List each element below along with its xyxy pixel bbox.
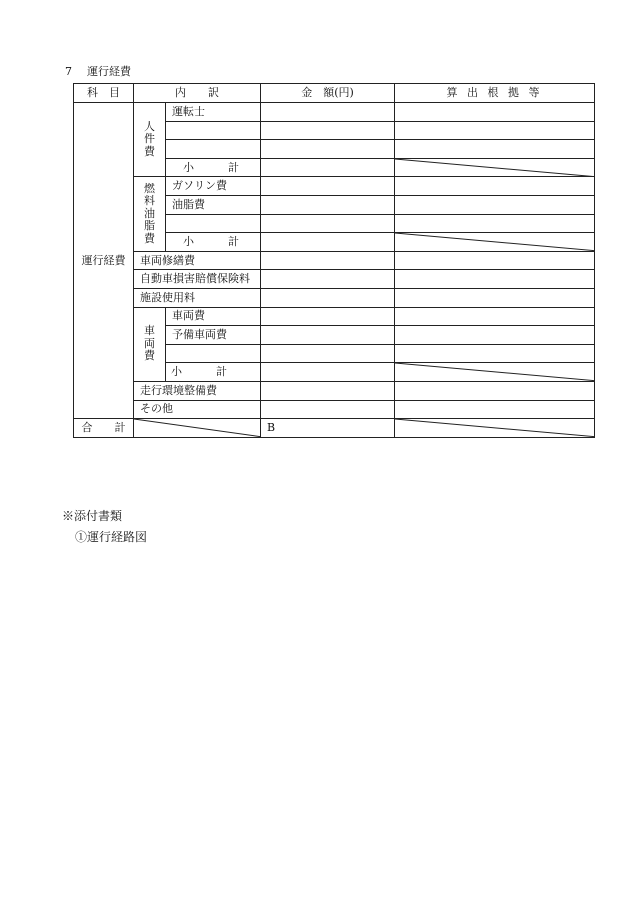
category-vehicle-label: 車両費 [144,324,155,363]
total-label: 合 計 [74,419,134,438]
amount-cell [261,288,395,307]
header-breakdown: 内 訳 [134,84,261,103]
section-title: 運行経費 [87,65,131,78]
category-fuel [134,177,166,251]
table-row [74,288,595,307]
operating-cost-table [73,83,595,438]
basis-cell [395,270,595,289]
amount-cell [261,270,395,289]
amount-cell [261,307,395,326]
subtotal-label: 小 計 [166,363,261,382]
item-vehicle-repair: 車両修繕費 [134,251,261,270]
basis-cell [395,103,595,122]
amount-cell [261,214,395,233]
category-personnel [134,103,166,177]
header-subject: 科 目 [74,84,134,103]
total-amount: B [261,419,395,438]
diagonal-strike [395,159,594,177]
table-row [74,103,595,122]
diagonal-strike [395,419,594,437]
basis-cell [395,251,595,270]
table-row [74,177,595,196]
item-blank [166,214,261,233]
amount-cell [261,344,395,363]
item-road-environment: 走行環境整備費 [134,381,261,400]
section-number: 7 [65,65,72,78]
subtotal-label: 小 計 [166,233,261,252]
subtotal-label: 小 計 [166,158,261,177]
basis-cell-struck [395,233,595,252]
basis-cell [395,288,595,307]
item-lubricant: 油脂費 [166,195,261,214]
total-row [74,419,595,438]
table-row [74,381,595,400]
amount-cell [261,158,395,177]
item-vehicle: 車両費 [166,307,261,326]
category-fuel-label: 燃料油脂費 [144,181,155,245]
basis-cell-struck [395,363,595,382]
header-basis: 算 出 根 拠 等 [395,84,595,103]
table-row [74,251,595,270]
table-row [74,270,595,289]
table-row [74,307,595,326]
item-blank [166,344,261,363]
total-basis-struck [395,419,595,438]
amount-cell [261,251,395,270]
subject-operating-cost: 運行経費 [74,103,134,419]
diagonal-strike [395,233,594,251]
basis-cell-struck [395,158,595,177]
basis-cell [395,400,595,419]
basis-cell [395,177,595,196]
item-blank [166,140,261,159]
basis-cell [395,307,595,326]
amount-cell [261,400,395,419]
basis-cell [395,326,595,345]
category-vehicle [134,307,166,381]
amount-cell [261,121,395,140]
amount-cell [261,140,395,159]
category-personnel-label: 人件費 [144,119,155,158]
basis-cell [395,381,595,400]
item-facility-use: 施設使用料 [134,288,261,307]
diagonal-strike [395,363,594,381]
item-other: その他 [134,400,261,419]
basis-cell [395,121,595,140]
item-spare-vehicle: 予備車両費 [166,326,261,345]
basis-cell [395,214,595,233]
amount-cell [261,233,395,252]
item-driver: 運転士 [166,103,261,122]
diagonal-strike [134,419,260,437]
basis-cell [395,344,595,363]
item-blank [166,121,261,140]
amount-cell [261,363,395,382]
basis-cell [395,140,595,159]
amount-cell [261,381,395,400]
attachment-item: ①運行経路図 [75,530,148,544]
amount-cell [261,326,395,345]
header-amount: 金 額(円) [261,84,395,103]
amount-cell [261,195,395,214]
table-header-row [74,84,595,103]
amount-cell [261,103,395,122]
table-row [74,400,595,419]
item-gasoline: ガソリン費 [166,177,261,196]
item-liability-insurance: 自動車損害賠償保険料 [134,270,261,289]
attachments-heading: ※添付書類 [62,509,123,523]
total-breakdown-struck [134,419,261,438]
amount-cell [261,177,395,196]
basis-cell [395,195,595,214]
